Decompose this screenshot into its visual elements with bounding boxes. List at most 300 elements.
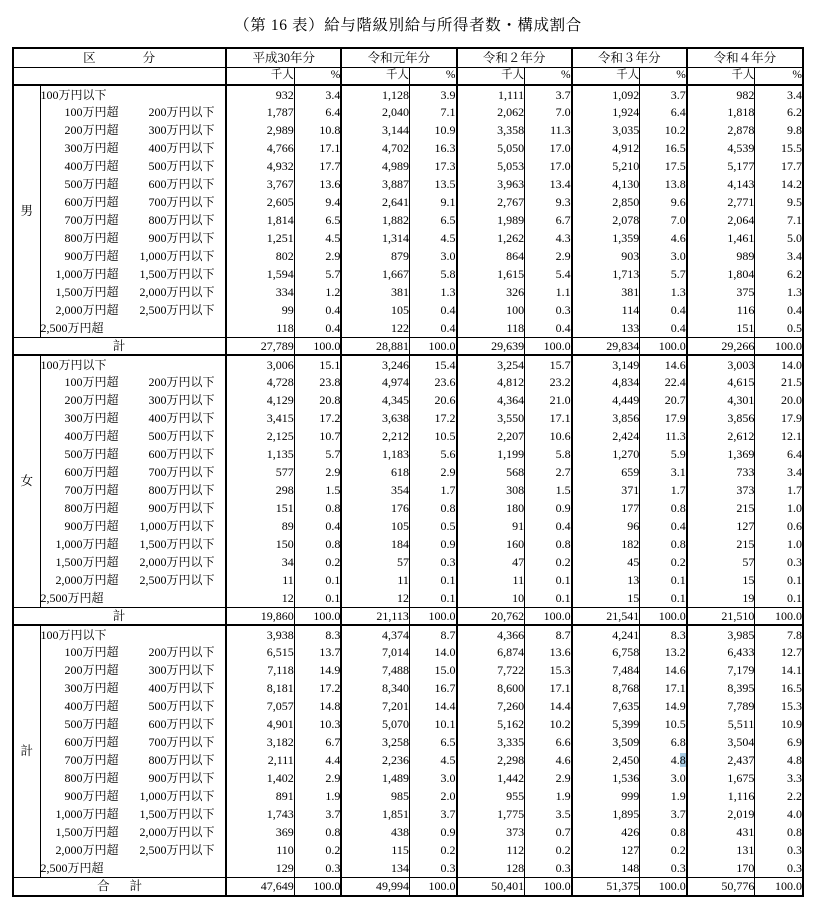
total-percent-cell: 100.0 — [525, 607, 572, 625]
table-row — [14, 247, 802, 265]
bracket-lower: 300万円超 — [64, 411, 119, 425]
percent-cell: 3.7 — [640, 805, 687, 823]
percent-cell: 3.5 — [525, 805, 572, 823]
percent-cell: 0.3 — [787, 555, 802, 569]
bracket-upper: 1,000万円以下 — [139, 519, 215, 533]
persons-cell: 7,118 — [226, 661, 294, 679]
table-row — [14, 553, 802, 571]
table-row — [14, 697, 802, 715]
percent-cell: 3.1 — [640, 463, 687, 481]
bracket-upper: 500万円以下 — [148, 429, 215, 443]
persons-cell: 114 — [572, 301, 640, 319]
percent-cell: 2.9 — [294, 463, 341, 481]
bracket-label — [40, 499, 226, 517]
percent-cell: 17.1 — [294, 139, 341, 157]
percent-cell: 1.7 — [787, 483, 802, 497]
bracket-upper: 400万円以下 — [148, 411, 215, 425]
table-row — [14, 85, 802, 103]
percent-cell: 17.5 — [640, 157, 687, 175]
total-percent-cell: 100.0 — [409, 877, 456, 895]
percent-cell: 6.4 — [640, 103, 687, 121]
percent-cell: 3.3 — [787, 771, 802, 785]
bracket-lower: 900万円超 — [64, 789, 119, 803]
bracket-lower: 300万円超 — [64, 681, 119, 695]
percent-cell: 1.1 — [525, 283, 572, 301]
persons-cell: 8,395 — [687, 679, 755, 697]
bracket-upper: 2,500万円以下 — [139, 303, 215, 317]
table-row — [14, 715, 802, 733]
percent-cell: 15.3 — [781, 699, 802, 713]
bracket-upper: 100万円以下 — [40, 627, 107, 642]
group-label-2: 計 — [14, 625, 40, 877]
percent-cell: 4.6 — [640, 229, 687, 247]
group-label-0: 男 — [14, 85, 40, 337]
persons-cell: 1,775 — [457, 805, 525, 823]
persons-cell: 1,183 — [341, 445, 409, 463]
persons-cell: 11 — [226, 571, 294, 589]
bracket-upper: 700万円以下 — [148, 465, 215, 479]
bracket-lower: 2,500万円超 — [40, 320, 104, 335]
table-row — [14, 859, 802, 877]
percent-cell: 20.0 — [781, 393, 802, 407]
persons-cell: 116 — [687, 301, 755, 319]
percent-cell: 5.8 — [525, 445, 572, 463]
percent-cell: 17.1 — [525, 679, 572, 697]
persons-cell: 5,070 — [341, 715, 409, 733]
persons-cell: 5,053 — [457, 157, 525, 175]
persons-cell: 7,635 — [572, 697, 640, 715]
bracket-label — [40, 229, 226, 247]
bracket-lower: 1,000万円超 — [55, 537, 119, 551]
header-year-0: 平成30年分 — [226, 49, 341, 67]
statistics-table — [14, 49, 802, 895]
bracket-label — [40, 751, 226, 769]
persons-cell: 151 — [226, 499, 294, 517]
persons-cell: 3,149 — [572, 355, 640, 373]
bracket-upper: 500万円以下 — [148, 699, 215, 713]
persons-cell: 13 — [572, 571, 640, 589]
bracket-label — [40, 481, 226, 499]
persons-cell: 326 — [457, 283, 525, 301]
header-unit-percent-3: % — [640, 67, 687, 85]
persons-cell: 10 — [457, 589, 525, 607]
bracket-lower: 500万円超 — [64, 447, 119, 461]
persons-cell: 4,539 — [687, 139, 755, 157]
percent-cell: 0.3 — [525, 859, 572, 877]
header-year-4: 令和４年分 — [687, 49, 802, 67]
bracket-lower: 200万円超 — [64, 663, 119, 677]
persons-cell: 381 — [572, 283, 640, 301]
table-row — [14, 103, 802, 121]
persons-cell: 2,111 — [226, 751, 294, 769]
persons-cell: 618 — [341, 463, 409, 481]
percent-cell: 10.8 — [294, 121, 341, 139]
percent-cell: 6.5 — [409, 211, 456, 229]
persons-cell: 1,369 — [687, 445, 755, 463]
bracket-label — [40, 211, 226, 229]
persons-cell: 2,236 — [341, 751, 409, 769]
percent-cell: 0.2 — [640, 553, 687, 571]
persons-cell: 7,722 — [457, 661, 525, 679]
percent-cell: 23.6 — [409, 373, 456, 391]
bracket-upper: 800万円以下 — [148, 753, 215, 767]
percent-cell: 3.4 — [294, 85, 341, 103]
persons-cell: 100 — [457, 301, 525, 319]
persons-cell: 129 — [226, 859, 294, 877]
percent-cell: 1.3 — [640, 283, 687, 301]
percent-cell: 17.3 — [409, 157, 456, 175]
percent-cell: 3.4 — [787, 249, 802, 263]
percent-cell: 0.3 — [640, 859, 687, 877]
persons-cell: 4,812 — [457, 373, 525, 391]
bracket-lower: 1,500万円超 — [55, 825, 119, 839]
percent-cell: 9.8 — [787, 123, 802, 137]
bracket-lower: 700万円超 — [64, 213, 119, 227]
bracket-label — [40, 625, 226, 643]
table-row — [14, 391, 802, 409]
table-row — [14, 571, 802, 589]
persons-cell: 115 — [341, 841, 409, 859]
bracket-label — [40, 805, 226, 823]
page-title-bar — [0, 0, 816, 47]
percent-cell: 11.3 — [640, 427, 687, 445]
bracket-upper: 100万円以下 — [40, 87, 107, 102]
persons-cell: 3,182 — [226, 733, 294, 751]
percent-cell: 6.9 — [787, 735, 802, 749]
percent-cell: 3.0 — [409, 769, 456, 787]
persons-cell: 3,144 — [341, 121, 409, 139]
persons-cell: 3,415 — [226, 409, 294, 427]
persons-cell: 6,515 — [226, 643, 294, 661]
bracket-label — [40, 139, 226, 157]
bracket-upper: 600万円以下 — [148, 717, 215, 731]
persons-cell: 176 — [341, 499, 409, 517]
percent-cell: 7.0 — [525, 103, 572, 121]
persons-cell: 47 — [457, 553, 525, 571]
header-row-years — [14, 49, 802, 67]
persons-cell: 802 — [226, 247, 294, 265]
persons-cell: 1,092 — [572, 85, 640, 103]
persons-cell: 4,728 — [226, 373, 294, 391]
percent-cell: 5.4 — [525, 265, 572, 283]
percent-cell: 0.6 — [787, 519, 802, 533]
persons-cell: 4,615 — [687, 373, 755, 391]
percent-cell: 1.9 — [525, 787, 572, 805]
percent-cell: 3.0 — [640, 247, 687, 265]
bracket-lower: 100万円超 — [64, 375, 119, 389]
persons-cell: 7,488 — [341, 661, 409, 679]
persons-cell: 91 — [457, 517, 525, 535]
bracket-lower: 2,500万円超 — [40, 590, 104, 605]
persons-cell: 4,129 — [226, 391, 294, 409]
persons-cell: 7,179 — [687, 661, 755, 679]
persons-cell: 1,667 — [341, 265, 409, 283]
table-row — [14, 679, 802, 697]
percent-cell: 0.1 — [640, 571, 687, 589]
bracket-upper: 500万円以下 — [148, 159, 215, 173]
statistics-table-frame — [12, 47, 804, 897]
percent-cell: 4.3 — [525, 229, 572, 247]
table-row — [14, 175, 802, 193]
table-row — [14, 157, 802, 175]
persons-cell: 1,135 — [226, 445, 294, 463]
persons-cell: 118 — [457, 319, 525, 337]
header-unit-persons-0: 千人 — [226, 67, 294, 85]
percent-cell: 14.8 — [294, 697, 341, 715]
persons-cell: 3,504 — [687, 733, 755, 751]
percent-cell: 2.9 — [294, 769, 341, 787]
persons-cell: 11 — [457, 571, 525, 589]
persons-cell: 182 — [572, 535, 640, 553]
percent-cell: 3.7 — [525, 85, 572, 103]
bracket-lower: 800万円超 — [64, 231, 119, 245]
persons-cell: 4,449 — [572, 391, 640, 409]
persons-cell: 3,856 — [572, 409, 640, 427]
table-row — [14, 841, 802, 859]
percent-cell: 3.7 — [294, 805, 341, 823]
bracket-label — [40, 859, 226, 877]
bracket-lower: 600万円超 — [64, 735, 119, 749]
persons-cell: 3,258 — [341, 733, 409, 751]
table-row — [14, 409, 802, 427]
persons-cell: 3,254 — [457, 355, 525, 373]
table-row — [14, 355, 802, 373]
bracket-upper: 1,000万円以下 — [139, 249, 215, 263]
bracket-upper: 1,500万円以下 — [139, 537, 215, 551]
table-row — [14, 787, 802, 805]
percent-cell: 0.2 — [294, 841, 341, 859]
persons-cell: 105 — [341, 517, 409, 535]
bracket-upper: 100万円以下 — [40, 357, 107, 372]
bracket-label — [40, 715, 226, 733]
bracket-label — [40, 175, 226, 193]
persons-cell: 2,019 — [687, 805, 755, 823]
persons-cell: 7,014 — [341, 643, 409, 661]
header-unit-percent-0: % — [294, 67, 341, 85]
percent-cell: 10.2 — [525, 715, 572, 733]
percent-cell: 0.8 — [640, 823, 687, 841]
persons-cell: 8,600 — [457, 679, 525, 697]
percent-cell: 0.4 — [640, 319, 687, 337]
percent-cell: 17.2 — [409, 409, 456, 427]
percent-cell: 3.0 — [409, 247, 456, 265]
percent-cell: 0.4 — [409, 301, 456, 319]
percent-cell: 4.5 — [294, 229, 341, 247]
persons-cell: 99 — [226, 301, 294, 319]
persons-cell: 1,262 — [457, 229, 525, 247]
bracket-upper: 300万円以下 — [148, 123, 215, 137]
bracket-label — [40, 409, 226, 427]
header-unit-persons-2: 千人 — [457, 67, 525, 85]
bracket-upper: 2,500万円以下 — [139, 573, 215, 587]
total-percent-cell: 100.0 — [409, 337, 456, 355]
persons-cell: 134 — [341, 859, 409, 877]
percent-cell: 0.2 — [409, 841, 456, 859]
grandtotal-label-a: 合 — [97, 879, 110, 893]
bracket-lower: 200万円超 — [64, 393, 119, 407]
bracket-upper: 400万円以下 — [148, 141, 215, 155]
total-persons-cell: 28,881 — [341, 337, 409, 355]
percent-cell: 12.7 — [781, 645, 802, 659]
percent-cell: 2.9 — [294, 247, 341, 265]
percent-cell: 15.0 — [409, 661, 456, 679]
table-row — [14, 517, 802, 535]
table-row — [14, 481, 802, 499]
bracket-upper: 300万円以下 — [148, 663, 215, 677]
total-percent-cell: 100.0 — [294, 877, 341, 895]
persons-cell: 4,130 — [572, 175, 640, 193]
bracket-label — [40, 247, 226, 265]
persons-cell: 4,143 — [687, 175, 755, 193]
table-row — [14, 535, 802, 553]
persons-cell: 3,887 — [341, 175, 409, 193]
percent-cell: 15.7 — [525, 355, 572, 373]
percent-cell: 5.0 — [787, 231, 802, 245]
persons-cell: 982 — [687, 85, 755, 103]
total-persons-cell: 50,776 — [687, 877, 755, 895]
persons-cell: 7,484 — [572, 661, 640, 679]
group-label-1: 女 — [14, 355, 40, 607]
percent-cell: 14.4 — [409, 697, 456, 715]
table-row — [14, 463, 802, 481]
bracket-label — [40, 787, 226, 805]
percent-cell: 0.8 — [409, 499, 456, 517]
persons-cell: 431 — [687, 823, 755, 841]
persons-cell: 7,057 — [226, 697, 294, 715]
bracket-label — [40, 193, 226, 211]
grandtotal-row — [14, 877, 802, 895]
total-persons-cell: 50,401 — [457, 877, 525, 895]
bracket-upper: 300万円以下 — [148, 393, 215, 407]
bracket-upper: 2,000万円以下 — [139, 555, 215, 569]
percent-cell: 14.6 — [640, 355, 687, 373]
header-unit-persons-1: 千人 — [341, 67, 409, 85]
percent-cell: 17.0 — [525, 157, 572, 175]
persons-cell: 3,856 — [687, 409, 755, 427]
table-row — [14, 229, 802, 247]
persons-cell: 3,963 — [457, 175, 525, 193]
percent-cell: 14.2 — [781, 177, 802, 191]
persons-cell: 151 — [687, 319, 755, 337]
percent-cell: 5.9 — [640, 445, 687, 463]
percent-cell: 1.9 — [640, 787, 687, 805]
percent-cell: 21.5 — [781, 375, 802, 389]
percent-cell: 17.7 — [294, 157, 341, 175]
percent-cell: 17.1 — [525, 409, 572, 427]
total-percent-cell: 100.0 — [409, 607, 456, 625]
percent-cell: 5.7 — [294, 445, 341, 463]
bracket-label — [40, 517, 226, 535]
table-row — [14, 625, 802, 643]
bracket-label — [40, 697, 226, 715]
percent-cell: 4.4 — [294, 751, 341, 769]
persons-cell: 2,641 — [341, 193, 409, 211]
table-row — [14, 769, 802, 787]
header-year-3: 令和３年分 — [572, 49, 687, 67]
percent-cell: 0.2 — [525, 553, 572, 571]
bracket-label — [40, 841, 226, 859]
persons-cell: 1,804 — [687, 265, 755, 283]
percent-cell: 20.8 — [294, 391, 341, 409]
percent-cell: 1.9 — [294, 787, 341, 805]
persons-cell: 8,768 — [572, 679, 640, 697]
bracket-label — [40, 301, 226, 319]
persons-cell: 5,399 — [572, 715, 640, 733]
persons-cell: 1,615 — [457, 265, 525, 283]
persons-cell: 1,442 — [457, 769, 525, 787]
persons-cell: 4,702 — [341, 139, 409, 157]
persons-cell: 1,594 — [226, 265, 294, 283]
persons-cell: 354 — [341, 481, 409, 499]
percent-cell: 16.7 — [409, 679, 456, 697]
persons-cell: 6,758 — [572, 643, 640, 661]
total-persons-cell: 29,834 — [572, 337, 640, 355]
persons-cell: 105 — [341, 301, 409, 319]
persons-cell: 2,078 — [572, 211, 640, 229]
percent-cell: 5.7 — [294, 265, 341, 283]
percent-cell: 4.6 — [525, 751, 572, 769]
percent-cell: 8.7 — [525, 625, 572, 643]
total-percent-cell: 100.0 — [640, 877, 687, 895]
bracket-upper: 600万円以下 — [148, 447, 215, 461]
percent-cell: 0.3 — [787, 860, 802, 875]
persons-cell: 4,932 — [226, 157, 294, 175]
table-row — [14, 319, 802, 337]
percent-cell: 17.1 — [640, 679, 687, 697]
persons-cell: 1,402 — [226, 769, 294, 787]
persons-cell: 5,162 — [457, 715, 525, 733]
percent-cell: 7.8 — [755, 625, 802, 643]
table-row — [14, 265, 802, 283]
persons-cell: 2,207 — [457, 427, 525, 445]
percent-cell: 0.2 — [525, 841, 572, 859]
persons-cell: 127 — [572, 841, 640, 859]
persons-cell: 1,111 — [457, 85, 525, 103]
persons-cell: 903 — [572, 247, 640, 265]
persons-cell: 1,851 — [341, 805, 409, 823]
percent-cell: 10.5 — [409, 427, 456, 445]
percent-cell: 14.9 — [294, 661, 341, 679]
percent-cell: 0.2 — [640, 841, 687, 859]
percent-cell: 0.1 — [787, 573, 802, 587]
persons-cell: 1,359 — [572, 229, 640, 247]
header-division-a: 区 — [83, 50, 97, 65]
total-persons-cell: 21,541 — [572, 607, 640, 625]
percent-cell: 0.4 — [294, 319, 341, 337]
persons-cell: 4,301 — [687, 391, 755, 409]
persons-cell: 2,878 — [687, 121, 755, 139]
bracket-label — [40, 769, 226, 787]
persons-cell: 1,895 — [572, 805, 640, 823]
percent-cell: 10.7 — [294, 427, 341, 445]
persons-cell: 1,536 — [572, 769, 640, 787]
bracket-upper: 900万円以下 — [148, 771, 215, 785]
percent-cell: 0.4 — [640, 517, 687, 535]
bracket-lower: 400万円超 — [64, 429, 119, 443]
persons-cell: 2,450 — [572, 751, 640, 769]
percent-cell: 4.5 — [409, 751, 456, 769]
table-row — [14, 643, 802, 661]
persons-cell: 659 — [572, 463, 640, 481]
persons-cell: 1,251 — [226, 229, 294, 247]
persons-cell: 118 — [226, 319, 294, 337]
percent-cell: 1.5 — [525, 481, 572, 499]
header-row-units — [14, 67, 802, 85]
bracket-label — [40, 373, 226, 391]
percent-cell: 6.7 — [294, 733, 341, 751]
header-unit-persons-3: 千人 — [572, 67, 640, 85]
percent-cell: 1.3 — [787, 285, 802, 299]
